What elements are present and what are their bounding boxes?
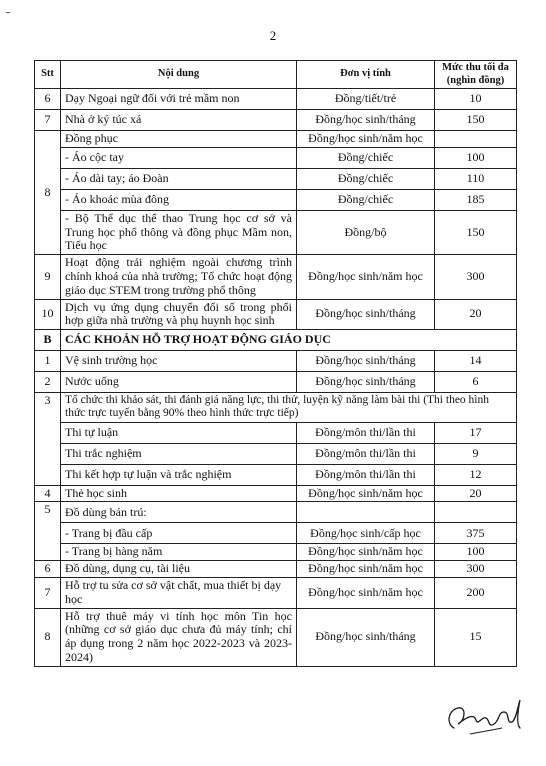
row-content: Hỗ trợ thuê máy vi tính học môn Tin học (những cơ sở giáo dục chưa đủ máy tính; chỉ áp dụng trong 2 năm học 2022-2023 và 2023-2024) — [61, 608, 297, 666]
row-unit: Đồng/học sinh/tháng — [297, 299, 435, 330]
row-stt: 7 — [35, 578, 61, 609]
row-content: Dịch vụ ứng dụng chuyển đổi số trong phối hợp giữa nhà trường và phụ huynh học sinh — [61, 299, 297, 330]
row-value: 300 — [435, 561, 517, 578]
fee-table — [34, 60, 517, 667]
row-stt: 6 — [35, 561, 61, 578]
table-row — [35, 502, 517, 523]
header-max-fee: Mức thu tối đa (nghìn đồng) — [435, 61, 517, 89]
row-content: Thi kết hợp tự luận và trắc nghiệm — [61, 464, 297, 485]
row-content: Thi tự luận — [61, 422, 297, 443]
row-unit: Đồng/môn thi/lần thi — [297, 422, 435, 443]
margin-mark — [6, 12, 10, 13]
row-value: 185 — [435, 189, 517, 210]
row-unit: Đồng/bộ — [297, 210, 435, 254]
header-stt: Stt — [35, 61, 61, 89]
row-stt: 7 — [35, 110, 61, 131]
row-value: 375 — [435, 523, 517, 544]
row-content: Nhà ở ký túc xá — [61, 110, 297, 131]
row-content: - Bộ Thể dục thể thao Trung học cơ sở và Trung học phổ thông và đồng phục Mầm non, Tiểu học — [61, 210, 297, 254]
row-unit: Đồng/học sinh/năm học — [297, 131, 435, 148]
table-row — [35, 464, 517, 485]
row-unit: Đồng/chiếc — [297, 147, 435, 168]
handwritten-signature — [440, 694, 528, 742]
row-value: 15 — [435, 608, 517, 666]
table-row — [35, 210, 517, 254]
table-row — [35, 561, 517, 578]
row-value: 300 — [435, 255, 517, 299]
table-row — [35, 523, 517, 544]
row-value: 150 — [435, 210, 517, 254]
row-content: - Trang bị đầu cấp — [61, 523, 297, 544]
row-content: Đồ dùng, dụng cụ, tài liệu — [61, 561, 297, 578]
row-content: - Áo cộc tay — [61, 147, 297, 168]
row-value: 6 — [435, 372, 517, 393]
row-value: 150 — [435, 110, 517, 131]
table-row — [35, 299, 517, 330]
row-content: Tổ chức thi khảo sát, thi đánh giá năng lực, thi thử, luyện kỹ năng làm bài thi (Thi theo hình thức trực tuyến bằng 90% theo hình thức trực tiếp) — [61, 393, 517, 422]
row-stt: 4 — [35, 485, 61, 502]
row-stt: 10 — [35, 299, 61, 330]
row-content: Hỗ trợ tu sửa cơ sở vật chất, mua thiết bị dạy học — [61, 578, 297, 609]
table-row — [35, 393, 517, 422]
table-row — [35, 443, 517, 464]
row-value: 20 — [435, 299, 517, 330]
table-row — [35, 168, 517, 189]
row-stt: 8 — [35, 608, 61, 666]
section-title: CÁC KHOẢN HỖ TRỢ HOẠT ĐỘNG GIÁO DỤC — [61, 330, 517, 351]
row-content: Đồ dùng bán trú: — [61, 502, 297, 523]
row-value — [435, 502, 517, 523]
row-unit: Đồng/học sinh/năm học — [297, 578, 435, 609]
section-row — [35, 330, 517, 351]
row-content: Nước uống — [61, 372, 297, 393]
table-row — [35, 89, 517, 110]
page-number: 2 — [269, 28, 277, 43]
row-stt: 3 — [35, 393, 61, 485]
row-unit: Đồng/học sinh/năm học — [297, 544, 435, 561]
row-unit: Đồng/học sinh/năm học — [297, 255, 435, 299]
row-value: 14 — [435, 351, 517, 372]
row-content: - Áo khoác mùa đông — [61, 189, 297, 210]
row-value: 10 — [435, 89, 517, 110]
section-stt: B — [35, 330, 61, 351]
row-unit: Đồng/chiếc — [297, 168, 435, 189]
table-row — [35, 608, 517, 666]
row-stt: 1 — [35, 351, 61, 372]
table-row — [35, 131, 517, 148]
row-unit: Đồng/môn thi/lần thi — [297, 464, 435, 485]
row-content: Dạy Ngoại ngữ đối với trẻ mầm non — [61, 89, 297, 110]
row-unit: Đồng/chiếc — [297, 189, 435, 210]
table-row — [35, 147, 517, 168]
row-unit: Đồng/học sinh/năm học — [297, 485, 435, 502]
row-content: Vệ sinh trường học — [61, 351, 297, 372]
row-unit: Đồng/học sinh/cấp học — [297, 523, 435, 544]
table-row — [35, 544, 517, 561]
row-value: 110 — [435, 168, 517, 189]
row-value: 17 — [435, 422, 517, 443]
row-unit: Đồng/học sinh/tháng — [297, 608, 435, 666]
table-row — [35, 422, 517, 443]
row-stt: 9 — [35, 255, 61, 299]
row-stt: 8 — [35, 131, 61, 255]
table-row — [35, 255, 517, 299]
row-unit: Đồng/tiết/trẻ — [297, 89, 435, 110]
row-unit: Đồng/học sinh/tháng — [297, 110, 435, 131]
row-value: 20 — [435, 485, 517, 502]
row-content: - Áo dài tay; áo Đoàn — [61, 168, 297, 189]
row-value: 100 — [435, 544, 517, 561]
row-value: 9 — [435, 443, 517, 464]
row-content: - Trang bị hàng năm — [61, 544, 297, 561]
row-value: 12 — [435, 464, 517, 485]
header-content: Nội dung — [61, 61, 297, 89]
row-content: Hoạt động trải nghiệm ngoài chương trình chính khoá của nhà trường; Tổ chức hoạt động giáo dục STEM trong trường phổ thông — [61, 255, 297, 299]
row-value — [435, 131, 517, 148]
row-unit: Đồng/học sinh/tháng — [297, 351, 435, 372]
table-row — [35, 485, 517, 502]
row-unit: Đồng/học sinh/năm học — [297, 561, 435, 578]
row-value: 200 — [435, 578, 517, 609]
table-row — [35, 372, 517, 393]
header-unit: Đơn vị tính — [297, 61, 435, 89]
table-header-row — [35, 61, 517, 89]
table-row — [35, 578, 517, 609]
row-stt: 6 — [35, 89, 61, 110]
row-stt: 2 — [35, 372, 61, 393]
table-row — [35, 351, 517, 372]
row-content: Thi trắc nghiệm — [61, 443, 297, 464]
row-value: 100 — [435, 147, 517, 168]
row-stt: 5 — [35, 502, 61, 561]
row-unit — [297, 502, 435, 523]
row-content: Đồng phục — [61, 131, 297, 148]
table-row — [35, 189, 517, 210]
row-unit: Đồng/học sinh/tháng — [297, 372, 435, 393]
table-row — [35, 110, 517, 131]
row-content: Thẻ học sinh — [61, 485, 297, 502]
row-unit: Đồng/môn thi/lần thi — [297, 443, 435, 464]
